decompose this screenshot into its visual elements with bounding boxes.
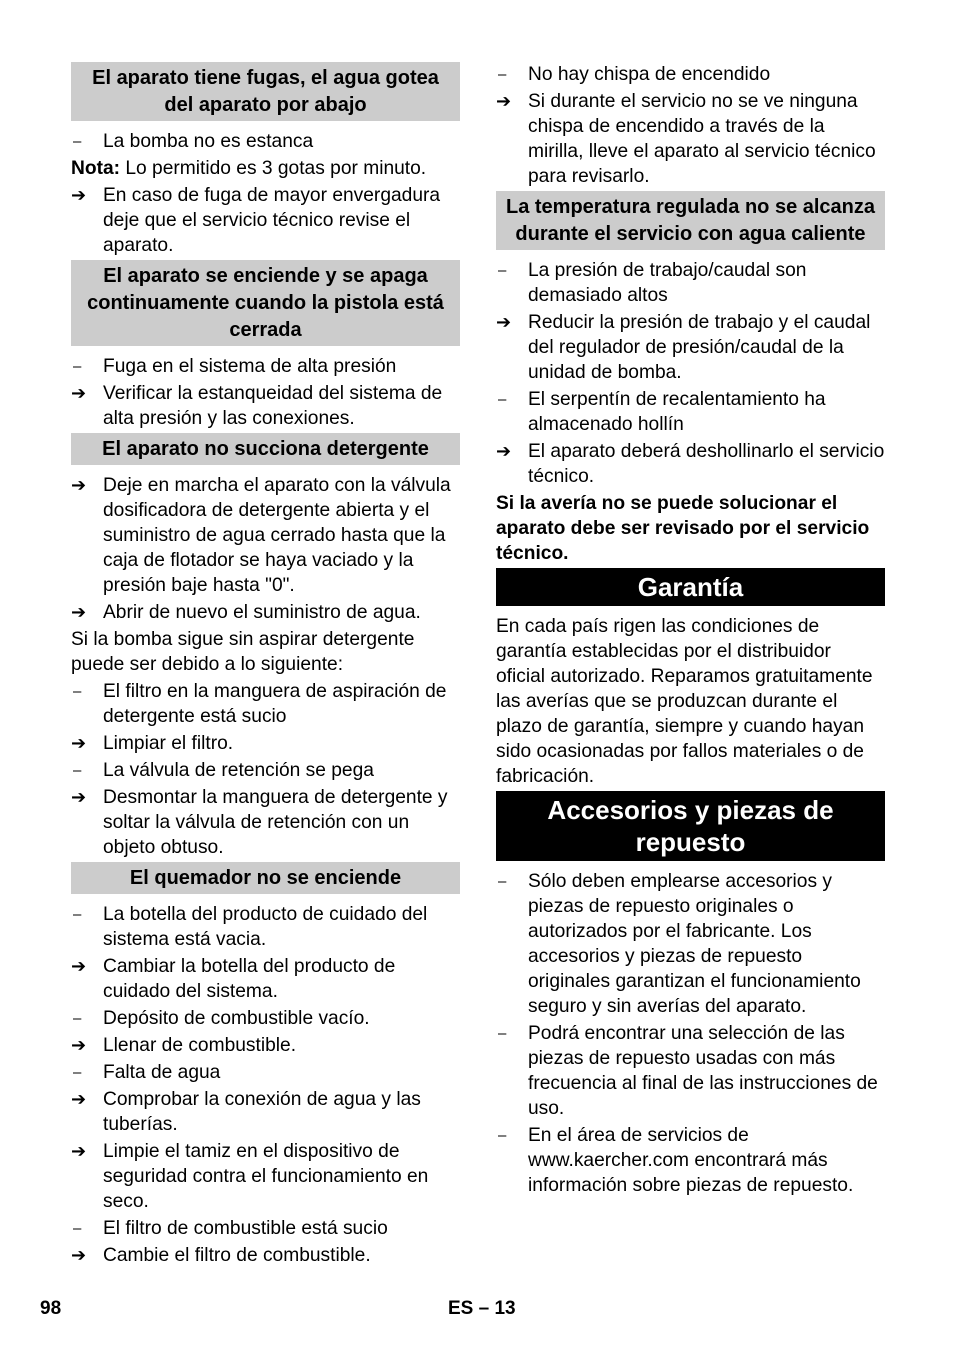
dash-bullet: – (498, 262, 507, 279)
dash-bullet: – (73, 1220, 82, 1237)
note-label: Nota: (71, 158, 121, 179)
item-text: La bomba no es estanca (103, 131, 314, 152)
item-text: Fuga en el sistema de alta presión (103, 356, 397, 377)
dash-bullet: – (498, 873, 507, 890)
note-text: Lo permitido es 3 gotas por minuto. (120, 158, 427, 179)
remedy-item (71, 1139, 460, 1214)
arrow-right-icon: ➔ (71, 383, 87, 403)
arrow-right-icon: ➔ (496, 312, 512, 332)
dash-bullet: – (498, 1025, 507, 1042)
paragraph: En cada país rigen las condiciones de garantía establecidas por el distribuidor oficial autorizado. Reparamos gratuitamente las averías que se produzcan durante el plazo de garantía, siempre y cuando hayan sido ocasionadas por fallos materiales o de fabricación. (496, 616, 873, 787)
arrow-right-icon: ➔ (71, 1245, 87, 1265)
dash-bullet: – (73, 133, 82, 150)
cause-item (71, 129, 460, 154)
arrow-right-icon: ➔ (71, 475, 87, 495)
item-text: Limpie el tamiz en el dispositivo de seguridad contra el funcionamiento en seco. (103, 1141, 429, 1212)
arrow-right-icon: ➔ (71, 787, 87, 807)
arrow-right-icon: ➔ (496, 91, 512, 111)
arrow-right-icon: ➔ (71, 1089, 87, 1109)
item-text: En caso de fuga de mayor envergadura deje que el servicio técnico revise el aparato. (103, 185, 441, 256)
paragraph: Si la bomba sigue sin aspirar detergente puede ser debido a lo siguiente: (71, 629, 415, 675)
section-heading: El aparato tiene fugas, el agua gotea del aparato por abajo (71, 62, 460, 121)
dash-bullet: – (498, 66, 507, 83)
remedy-item (71, 1087, 460, 1137)
chapter-heading: Garantía (496, 568, 885, 606)
item-text: Comprobar la conexión de agua y las tuberías. (103, 1089, 421, 1135)
left-column (71, 62, 460, 1270)
cause-item (71, 679, 460, 729)
cause-item (496, 1123, 885, 1198)
item-text: Verificar la estanqueidad del sistema de alta presión y las conexiones. (103, 383, 443, 429)
page-label: ES – 13 (448, 1298, 516, 1319)
item-text: Si durante el servicio no se ve ninguna chispa de encendido a través de la mirilla, lleve el aparato al servicio técnico para revisarlo. (528, 91, 876, 187)
item-text: La válvula de retención se pega (103, 760, 374, 781)
item-text: Cambie el filtro de combustible. (103, 1245, 371, 1266)
dash-bullet: – (73, 906, 82, 923)
dash-bullet: – (498, 391, 507, 408)
arrow-right-icon: ➔ (71, 602, 87, 622)
cause-item (496, 387, 885, 437)
section-heading: El aparato se enciende y se apaga continuamente cuando la pistola está cerrada (71, 260, 460, 346)
remedy-item (71, 954, 460, 1004)
dash-bullet: – (73, 358, 82, 375)
item-text: Depósito de combustible vacío. (103, 1008, 370, 1029)
remedy-item (71, 600, 460, 625)
arrow-right-icon: ➔ (71, 1141, 87, 1161)
remedy-item (71, 785, 460, 860)
cause-item (71, 354, 460, 379)
page-number: 98 (40, 1298, 62, 1319)
item-text: Falta de agua (103, 1062, 221, 1083)
cause-item (496, 869, 885, 1019)
item-text: Deje en marcha el aparato con la válvula dosificadora de detergente abierta y el suministro de agua cerrado hasta que la caja de flotador se haya vaciado y la presión baje hasta "0". (103, 475, 451, 596)
warning-paragraph: Si la avería no se puede solucionar el aparato debe ser revisado por el servicio técnico. (496, 493, 870, 564)
dash-bullet: – (498, 1127, 507, 1144)
note (71, 156, 460, 181)
arrow-right-icon: ➔ (71, 733, 87, 753)
item-text: El filtro de combustible está sucio (103, 1218, 388, 1239)
arrow-right-icon: ➔ (496, 441, 512, 461)
item-text: Cambiar la botella del producto de cuidado del sistema. (103, 956, 396, 1002)
dash-bullet: – (73, 683, 82, 700)
item-text: Llenar de combustible. (103, 1035, 297, 1056)
item-text: Reducir la presión de trabajo y el caudal del regulador de presión/caudal de la unidad de bomba. (528, 312, 871, 383)
cause-item (71, 758, 460, 783)
dash-bullet: – (73, 1064, 82, 1081)
item-text: No hay chispa de encendido (528, 64, 771, 85)
cause-item (496, 1021, 885, 1121)
remedy-item (71, 473, 460, 598)
arrow-right-icon: ➔ (71, 1035, 87, 1055)
cause-item (71, 1060, 460, 1085)
item-text: Podrá encontrar una selección de las piezas de repuesto usadas con más frecuencia al final de las instrucciones de uso. (528, 1023, 878, 1119)
remedy-item (496, 89, 885, 189)
remedy-item (71, 183, 460, 258)
item-text: Abrir de nuevo el suministro de agua. (103, 602, 421, 623)
section-heading: La temperatura regulada no se alcanza durante el servicio con agua caliente (496, 191, 885, 250)
remedy-item (71, 381, 460, 431)
remedy-item (71, 1033, 460, 1058)
remedy-item (71, 1243, 460, 1268)
item-text: Sólo deben emplearse accesorios y piezas de repuesto originales o autorizados por el fabricante. Los accesorios y piezas de repuesto originales garantizan el funcionamiento seguro y sin averías del aparato. (528, 871, 861, 1017)
item-text: El filtro en la manguera de aspiración de detergente está sucio (103, 681, 447, 727)
chapter-heading: Accesorios y piezas de repuesto (496, 791, 885, 861)
cause-item (71, 902, 460, 952)
arrow-right-icon: ➔ (71, 185, 87, 205)
item-text: En el área de servicios de www.kaercher.com encontrará más información sobre piezas de repuesto. (528, 1125, 854, 1196)
item-text: El aparato deberá deshollinarlo el servicio técnico. (528, 441, 885, 487)
dash-bullet: – (73, 762, 82, 779)
cause-item (496, 62, 885, 87)
item-text: Desmontar la manguera de detergente y soltar la válvula de retención con un objeto obtuso. (103, 787, 448, 858)
item-text: La presión de trabajo/caudal son demasiado altos (528, 260, 807, 306)
item-text: La botella del producto de cuidado del sistema está vacia. (103, 904, 428, 950)
cause-item (71, 1216, 460, 1241)
item-text: Limpiar el filtro. (103, 733, 234, 754)
right-column (496, 62, 885, 1200)
remedy-item (496, 439, 885, 489)
cause-item (71, 1006, 460, 1031)
item-text: El serpentín de recalentamiento ha almacenado hollín (528, 389, 826, 435)
dash-bullet: – (73, 1010, 82, 1027)
section-heading: El quemador no se enciende (71, 862, 460, 894)
remedy-item (71, 731, 460, 756)
cause-item (496, 258, 885, 308)
section-heading: El aparato no succiona detergente (71, 433, 460, 465)
arrow-right-icon: ➔ (71, 956, 87, 976)
remedy-item (496, 310, 885, 385)
